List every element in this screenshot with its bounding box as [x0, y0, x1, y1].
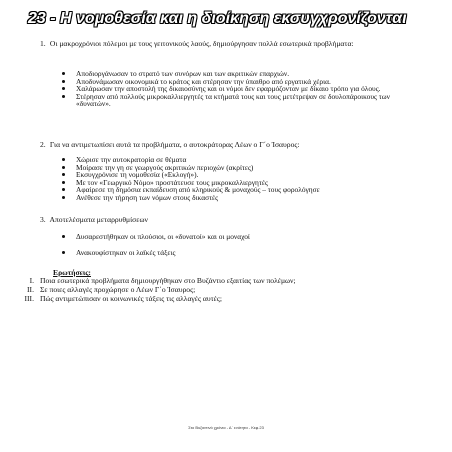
bullet-icon [62, 188, 65, 191]
list-item: Δυσαρεστήθηκαν οι πλούσιοι, οι «δυνατοί» και οι μοναχοί [60, 233, 400, 241]
bullet-icon [62, 87, 65, 90]
page-footer: Στο Βυζαντινό χρόνια - Δ΄ ενότητα - Κεφ.23 [188, 425, 264, 430]
question-text: Ποια εσωτερικά προβλήματα δημιουργήθηκαν στο Βυζάντιο εξαιτίας των πολέμων; [40, 276, 296, 285]
section-2-number: 2. [40, 140, 46, 149]
question-numeral: III. [24, 294, 34, 303]
question-numeral: II. [27, 285, 34, 294]
bullet-icon [62, 95, 65, 98]
question-numeral: I. [29, 276, 34, 285]
section-2-heading [40, 141, 435, 149]
list-item: Χώρισε την αυτοκρατορία σε θέματα [60, 156, 400, 164]
section-3-bullets [60, 233, 400, 256]
bullet-icon [62, 173, 65, 176]
question-2 [20, 286, 195, 294]
bullet-icon [62, 80, 65, 83]
section-2-bullets [60, 156, 400, 202]
section-1-heading [40, 40, 435, 48]
list-item: Εκσυγχρόνισε τη νομοθεσία («Εκλογή»). [60, 171, 400, 179]
list-item: Αφαίρεσε τη δημόσια εκπαίδευση από κληρικούς & μοναχούς – τους φορολόγησε [60, 186, 400, 194]
list-item: Ανέθεσε την τήρηση των νόμων στους δικαστές [60, 194, 400, 202]
section-1-number: 1. [40, 39, 46, 48]
list-item: Ανακουφίστηκαν οι λαϊκές τάξεις [60, 249, 400, 257]
bullet-icon [62, 158, 65, 161]
question-text: Πώς αντιμετώπισαν οι κοινωνικές τάξεις τις αλλαγές αυτές; [40, 294, 222, 303]
question-3 [20, 295, 222, 303]
list-item: Αποδιοργάνωσαν το στρατό των συνόρων και των ακριτικών επαρχιών. [60, 70, 400, 78]
question-1 [20, 277, 296, 285]
question-text: Σε ποιες αλλαγές προχώρησε ο Λέων Γ΄ο Ίσαυρος; [40, 285, 196, 294]
list-item: Με τον «Γεωργικό Νόμο» προστάτευσε τους μικροκαλλιεργητές [60, 179, 400, 187]
bullet-icon [62, 166, 65, 169]
list-item: Χαλάρωσαν την αποστολή της δικαιοσύνης και οι νόμοι δεν εφαρμόζονταν με δίκαιο τρόπο για όλους. [60, 85, 400, 93]
section-1-text: Οι μακροχρόνιοι πόλεμοι με τους γειτονικούς λαούς, δημιούργησαν πολλά εσωτερικά προβλήματα: [49, 39, 354, 48]
section-3-text: Αποτελέσματα μεταρρυθμίσεων [49, 215, 148, 224]
list-item: Μοίρασε την γη σε γεωργούς ακριτικών περιοχών (ακρίτες) [60, 164, 400, 172]
bullet-icon [62, 196, 65, 199]
section-3-number: 3. [40, 215, 46, 224]
bullet-icon [62, 251, 65, 254]
list-item: Αποδυνάμωσαν οικονομικά το κράτος και στέρησαν την ύπαιθρο από εργατικά χέρια. [60, 78, 400, 86]
bullet-icon [62, 181, 65, 184]
section-2-text: Για να αντιμετωπίσει αυτά τα προβλήματα, ο αυτοκράτορας Λέων ο Γ΄ο Ίσαυρος: [49, 140, 300, 149]
bullet-icon [62, 235, 65, 238]
questions-heading: Ερωτήσεις: [53, 268, 91, 277]
section-1-bullets [60, 70, 400, 108]
page-title: 23 - Η νομοθεσία και η διοίκηση εκσυγχρονίζονται [28, 10, 407, 27]
section-3-heading [40, 216, 435, 224]
bullet-icon [62, 72, 65, 75]
list-item: Στέρησαν από πολλούς μικροκαλλιεργητές τα κτήματά τους και τους μετέτρεψαν σε δουλοπάροικους των «δυνατών». [60, 93, 400, 108]
